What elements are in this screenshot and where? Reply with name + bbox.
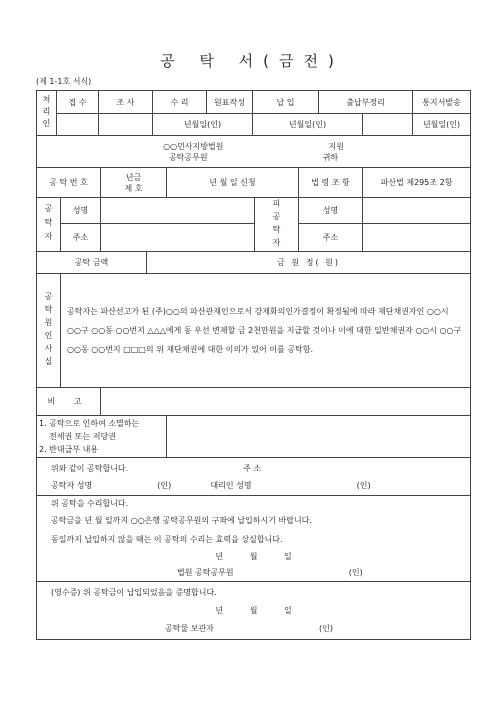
amount-label: 공탁 금액 [37, 252, 147, 274]
seal-mark: (인) [319, 623, 333, 633]
reason-text: 공탁자는 파산선고가 된 (주)○○의 파산관재인으로서 강제화의인가결정이 확정됨에 따라 재단채권자인 ○○시 ○○구 ○○동 ○○번지 △△△에게 동 우선 변제할 금 2천만원을 지급할 것이나 이에 대한 일반채권자 ○○시 ○○구 ○○동 ○○번지 □□□의 위 재단채권에 대한 이의가 있어 이를 공탁함. [61, 274, 471, 388]
court-branch: 지원 [328, 141, 345, 151]
remarks-label: 비 고 [37, 388, 101, 416]
amount-value: 금 원 정( 원) [147, 252, 471, 274]
law-value: 파산법 제295조 2항 [363, 168, 471, 198]
receipt-text: (영수증) 위 공탁금이 납입되었음을 증명합니다. [51, 587, 217, 597]
seal-mark: (인) [348, 568, 363, 577]
receipt-date: 년 월 일 [215, 605, 304, 615]
court-officer: 공탁공무원 [168, 152, 208, 162]
declaration-cell [37, 458, 471, 496]
depositor-name-value [101, 198, 255, 224]
cell-notice: 통지서발송 [413, 91, 471, 114]
depositor-address-label: 주소 [61, 224, 101, 252]
cell-receipt: 접 수 [57, 91, 99, 114]
form-number: (제 1-1호 서식) [36, 77, 92, 86]
apply-date: 년 월 일 신청 [167, 168, 299, 198]
receipt-cell [37, 582, 471, 640]
note-item-1: 1. 공탁으로 인하여 소멸하는 [39, 419, 140, 428]
acceptance-date: 년 월 일 [215, 552, 304, 561]
depositor-address-value [101, 224, 255, 252]
date-payment: 년월일(인) [253, 114, 363, 136]
court-honorific: 귀하 [322, 152, 339, 162]
court-address [37, 136, 471, 168]
main-table [36, 135, 471, 640]
receipt-keeper: 공탁물 보관자 [165, 623, 214, 633]
seal-mark: (인) [356, 480, 371, 490]
admin-table [36, 90, 471, 136]
depositee-address-label: 주소 [299, 224, 363, 252]
date-notice: 년월일(인) [413, 114, 471, 136]
acceptance-cell [37, 496, 471, 582]
court-name: ○○민사지방법원 [163, 141, 224, 151]
acceptance-text-3: 동일까지 납입하지 않을 때는 이 공탁의 수리는 효력을 상실합니다. [51, 535, 283, 544]
note-item-2: 2. 반대급부 내용 [39, 445, 99, 454]
declaration-depositor: 공탁자 성명 [51, 480, 93, 490]
admin-label: 처리인 [37, 91, 57, 136]
remarks-value [101, 388, 471, 416]
depositee-address-value [363, 224, 471, 252]
acceptance-text-1: 위 공탁을 수리합니다. [51, 499, 129, 508]
declaration-text: 위와 같이 공탁합니다. [51, 463, 129, 473]
depositor-name-label: 성명 [61, 198, 101, 224]
acceptance-text-2: 공탁금을 년 월 일까지 ○○은행 공탁공무원의 구좌에 납입하시기 바랍니다. [51, 516, 312, 525]
depositee-name-value [363, 198, 471, 224]
cell-accept: 수 리 [153, 91, 207, 114]
depositee-name-label: 성명 [299, 198, 363, 224]
date-accept: 년월일(인) [153, 114, 253, 136]
notes-cell [37, 416, 167, 458]
depositee-label: 피공탁자 [255, 198, 299, 252]
seal-mark: (인) [157, 480, 172, 490]
cell-ledger: 원표작성 [207, 91, 253, 114]
depositor-label: 공탁자 [37, 198, 61, 252]
document-title: 공 탁 서(금전) [160, 52, 344, 70]
cell-inspect: 조 사 [99, 91, 153, 114]
deposit-no-label: 공 탁 번 호 [37, 168, 101, 198]
law-label: 법 령 조 항 [299, 168, 363, 198]
cell-payment: 납 입 [253, 91, 319, 114]
declaration-agent: 대리인 성명 [210, 480, 252, 490]
reason-label: 공탁원인사실 [37, 274, 61, 388]
notes-value [167, 416, 471, 458]
acceptance-officer: 법원 공탁공무원 [177, 568, 234, 577]
declaration-address-label: 주 소 [243, 463, 262, 473]
deposit-year: 년금 제 호 [101, 168, 167, 198]
note-item-1-detail: 전세권 또는 저당권 [49, 432, 116, 441]
cell-cashbook: 출납부정리 [319, 91, 413, 114]
